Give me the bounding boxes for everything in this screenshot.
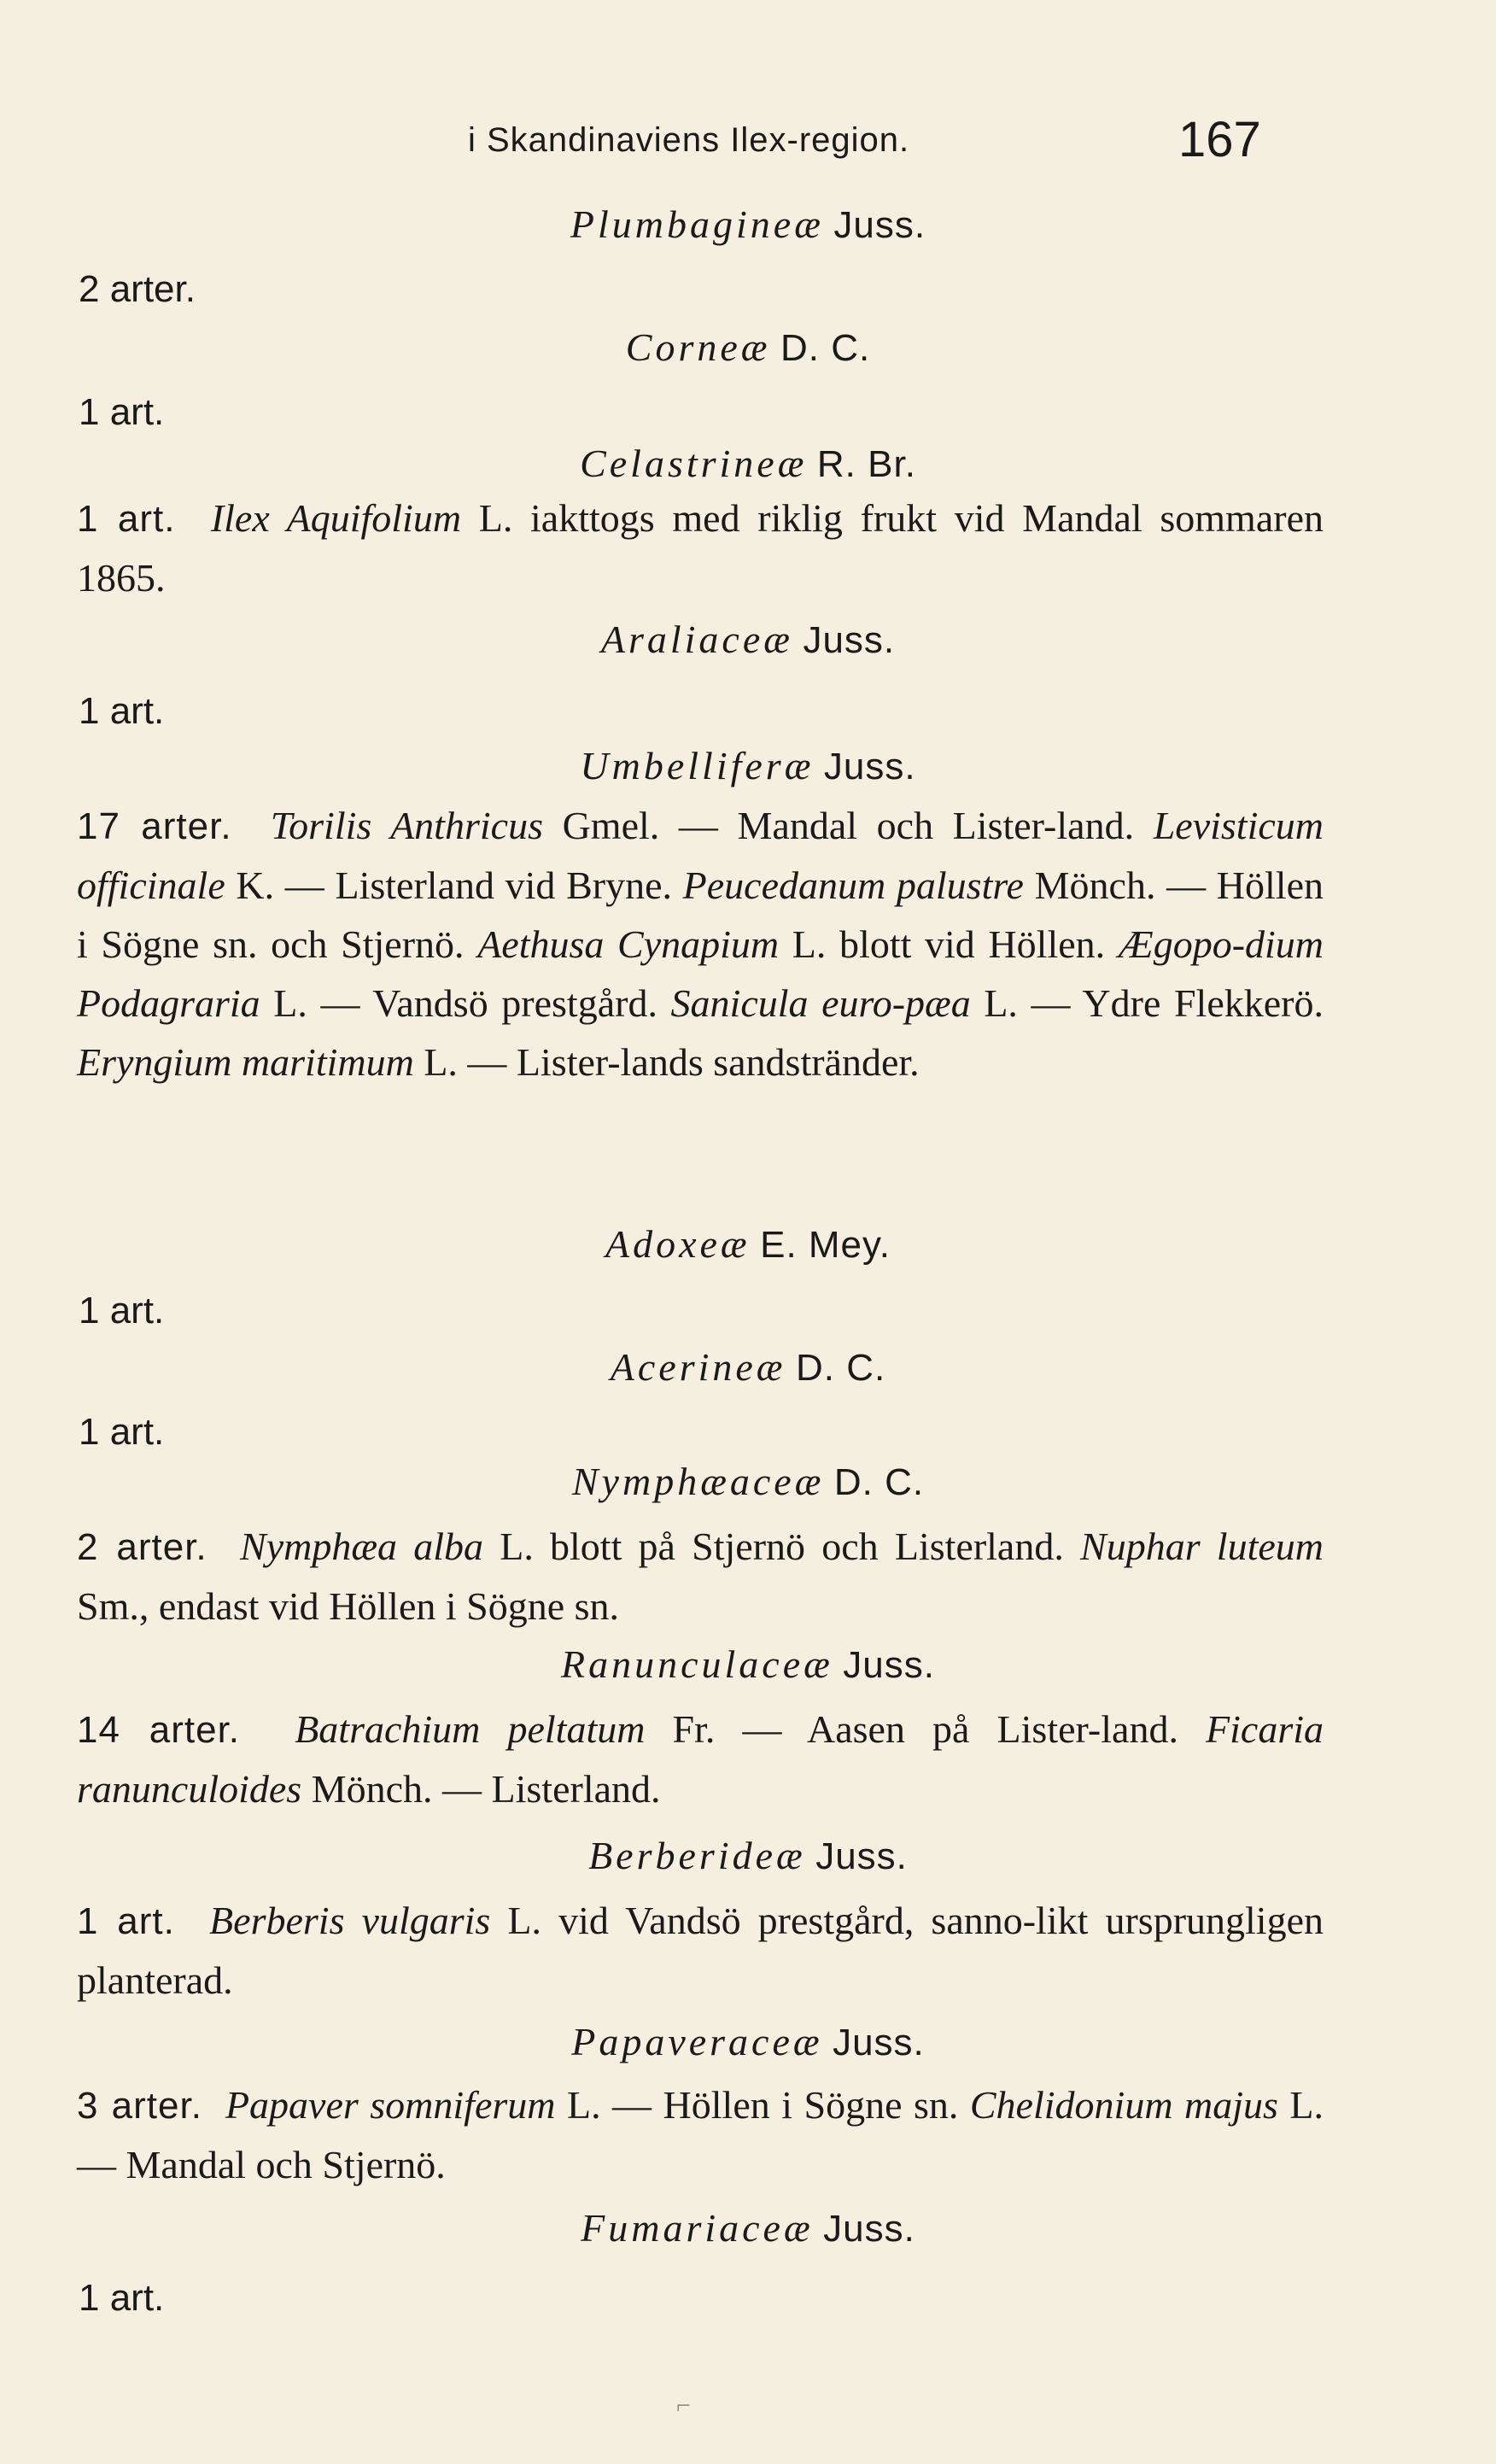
- family-name: Nymphæaceæ: [571, 1460, 825, 1503]
- species-note: L. — Lister-lands sandstränder.: [413, 1040, 920, 1084]
- species-paragraph-berberideae: [77, 1891, 1324, 2010]
- species-count: 1 art.: [79, 690, 165, 732]
- species-note: Gmel. — Mandal och Lister-land.: [542, 804, 1154, 847]
- species-count: 1 art.: [79, 391, 165, 433]
- family-name: Plumbagineæ: [570, 202, 824, 246]
- species-name: Aethusa Cynapium: [477, 922, 780, 966]
- family-heading-papaveraceae: [0, 2019, 1496, 2064]
- species-note: L. blott vid Höllen.: [779, 922, 1119, 966]
- family-author: D. C.: [780, 327, 871, 369]
- species-name: Sanicula euro-pæa: [670, 981, 971, 1025]
- family-heading-acerineae: [0, 1344, 1496, 1390]
- species-name: Ficaria ranunculoides: [77, 1707, 1324, 1811]
- species-note: L. vid Vandsö prestgård, sanno-likt ursprungligen planterad.: [77, 1899, 1324, 2002]
- family-author: Juss.: [815, 1835, 908, 1877]
- family-author: D. C.: [795, 1347, 886, 1389]
- family-author: R. Br.: [816, 443, 916, 485]
- page-header: [444, 109, 1281, 178]
- species-name: Nuphar luteum: [1080, 1525, 1324, 1568]
- species-note: Mönch. — Listerland.: [301, 1767, 661, 1811]
- print-mark-icon: ⌐: [676, 2391, 691, 2420]
- family-heading-umbelliferae: [0, 743, 1496, 788]
- family-heading-berberideae: [0, 1833, 1496, 1878]
- family-name: Adoxeæ: [605, 1222, 751, 1266]
- species-paragraph-umbelliferae: [77, 796, 1324, 1092]
- species-note: L. — Vandsö prestgård.: [260, 981, 671, 1025]
- species-note: L. blott på Stjernö och Listerland.: [483, 1525, 1081, 1568]
- species-count: 1 art.: [77, 1900, 175, 1942]
- family-author: Juss.: [833, 204, 926, 246]
- species-paragraph-nymphaeaceae: [77, 1517, 1324, 1636]
- family-heading-araliaceae: [0, 617, 1496, 662]
- species-name: Eryngium maritimum: [77, 1040, 414, 1084]
- family-author: Juss.: [823, 2208, 915, 2250]
- species-name: Papaver somniferum: [225, 2083, 556, 2127]
- family-name: Papaveraceæ: [571, 2020, 823, 2063]
- species-paragraph-celastrineae: [77, 489, 1324, 607]
- family-heading-ranunculaceae: [0, 1642, 1496, 1687]
- species-count: 3 arter.: [77, 2085, 202, 2127]
- species-note: L. — Höllen i Sögne sn.: [555, 2083, 970, 2127]
- family-author: Juss.: [833, 2022, 925, 2063]
- species-paragraph-ranunculaceae: [77, 1700, 1324, 1818]
- species-note: Mönch. — Höllen i Sögne sn. och Stjernö.: [77, 863, 1324, 966]
- family-heading-nymphaeaceae: [0, 1459, 1496, 1504]
- species-count: 1 art.: [79, 2277, 165, 2319]
- family-name: Umbelliferæ: [580, 744, 815, 787]
- family-name: Acerineæ: [610, 1345, 786, 1389]
- species-note: L. iakttogs med riklig frukt vid Mandal sommaren 1865.: [77, 496, 1324, 600]
- running-title: i Skandinaviens Ilex-region.: [468, 121, 910, 159]
- family-author: Juss.: [823, 746, 916, 787]
- family-name: Araliaceæ: [600, 617, 793, 661]
- family-heading-adoxeae: [0, 1221, 1496, 1267]
- family-heading-fumariaceae: [0, 2205, 1496, 2250]
- species-count: 1 art.: [79, 1411, 165, 1453]
- species-note: Fr. — Aasen på Lister-land.: [645, 1707, 1207, 1751]
- family-heading-plumbagineae: [0, 202, 1496, 247]
- species-count: 2 arter.: [79, 268, 196, 310]
- species-paragraph-papaveraceae: [77, 2075, 1324, 2194]
- family-name: Corneæ: [625, 325, 771, 369]
- species-name: Levisticum officinale: [77, 804, 1324, 907]
- species-name: Nymphæa alba: [240, 1525, 484, 1568]
- family-author: Juss.: [843, 1644, 935, 1686]
- page-number: 167: [1178, 112, 1261, 167]
- species-count: 14 arter.: [77, 1709, 241, 1751]
- species-note: K. — Listerland vid Bryne.: [225, 863, 683, 907]
- species-name: Torilis Anthricus: [270, 804, 543, 847]
- species-name: Ilex Aquifolium: [210, 496, 462, 540]
- species-note: L. — Ydre Flekkerö.: [970, 981, 1324, 1025]
- species-name: Berberis vulgaris: [209, 1899, 491, 1942]
- family-author: D. C.: [833, 1461, 925, 1503]
- family-author: E. Mey.: [760, 1224, 891, 1266]
- species-name: Batrachium peltatum: [295, 1707, 646, 1751]
- species-note: L. — Mandal och Stjernö.: [77, 2083, 1324, 2186]
- species-count: 2 arter.: [77, 1526, 207, 1568]
- species-count: 17 arter.: [77, 805, 232, 847]
- species-name: Chelidonium majus: [969, 2083, 1278, 2127]
- family-name: Berberideæ: [588, 1834, 806, 1877]
- family-author: Juss.: [803, 619, 896, 661]
- family-heading-corneae: [0, 325, 1496, 370]
- family-heading-celastrineae: [0, 441, 1496, 486]
- species-note: Sm., endast vid Höllen i Sögne sn.: [77, 1584, 620, 1628]
- species-name: Peucedanum palustre: [682, 863, 1024, 907]
- family-name: Fumariaceæ: [581, 2206, 814, 2250]
- species-count: 1 art.: [77, 498, 176, 540]
- family-name: Ranunculaceæ: [560, 1642, 833, 1686]
- species-name: Ægopo-dium Podagraria: [77, 922, 1324, 1025]
- family-name: Celastrineæ: [580, 442, 808, 485]
- species-count: 1 art.: [79, 1290, 165, 1331]
